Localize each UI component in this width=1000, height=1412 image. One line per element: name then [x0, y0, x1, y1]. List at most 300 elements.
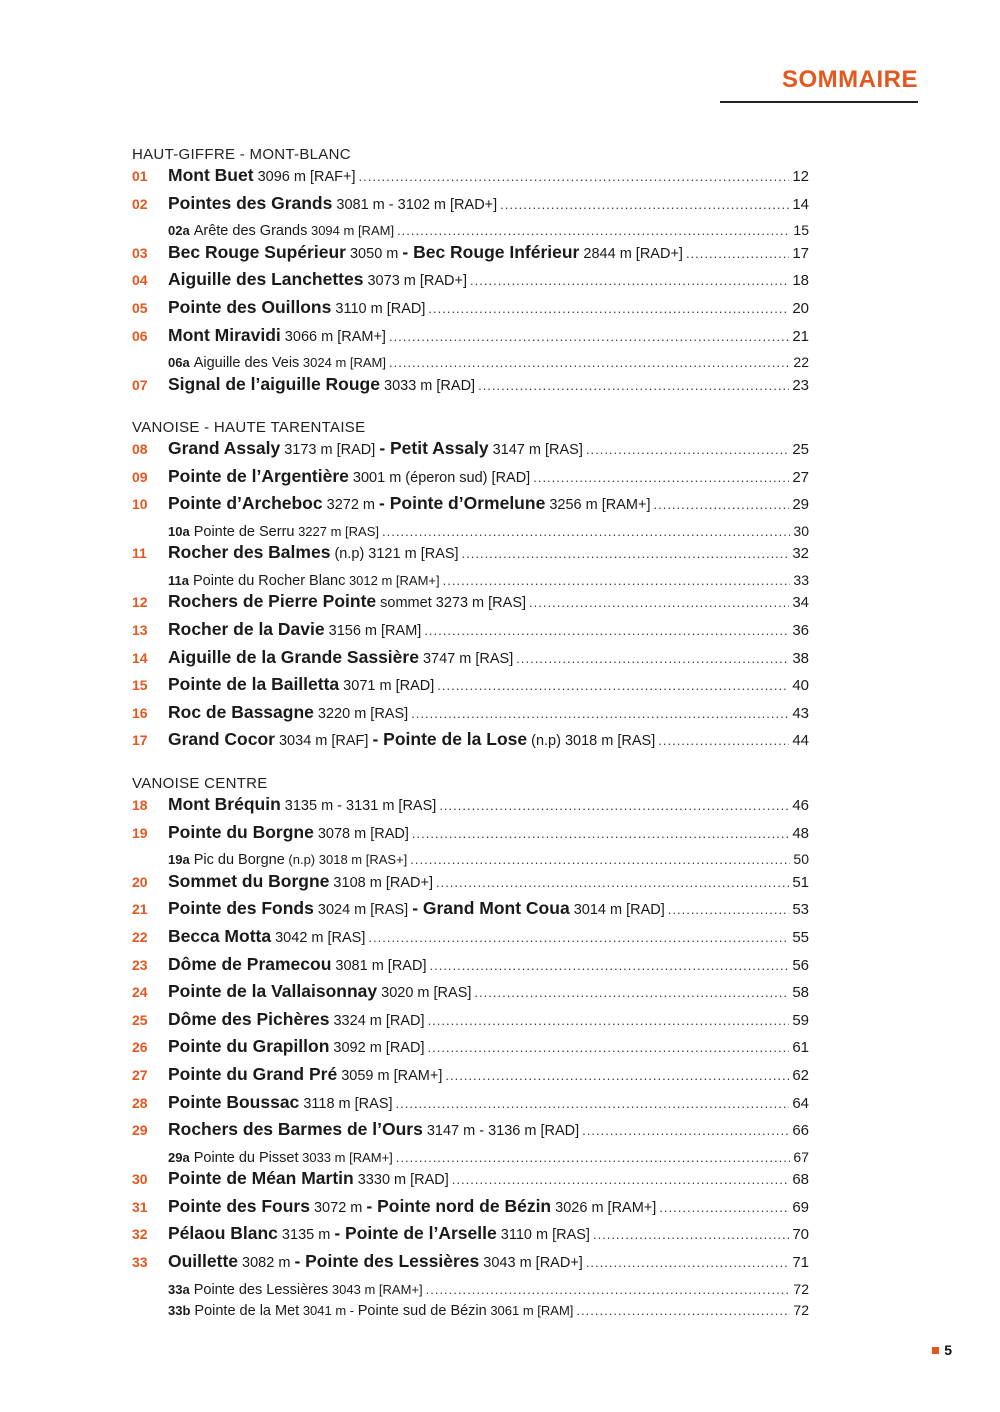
entry-title: [168, 1223, 590, 1244]
subentry-number: 02a: [168, 223, 190, 239]
toc-entry[interactable]: [132, 619, 809, 643]
entry-name: Pointe des Fonds: [168, 898, 314, 919]
entry-number: 05: [132, 299, 148, 316]
entry-detail: 3041 m -: [299, 1303, 358, 1319]
entry-detail: (n.p) 3018 m [RAS+]: [284, 852, 408, 868]
entry-detail: 3227 m [RAS]: [294, 523, 380, 539]
toc-entry[interactable]: [132, 926, 809, 950]
entry-name: Arête des Grands: [193, 223, 308, 240]
entry-detail: 3012 m [RAM+]: [345, 572, 440, 588]
leader-dots: [389, 329, 789, 344]
entry-title: [168, 822, 409, 843]
entry-title: [168, 165, 356, 186]
entry-title: [168, 674, 434, 695]
entry-number: 04: [132, 272, 148, 289]
entry-detail: 3082 m: [238, 1255, 295, 1271]
entry-page-number: 69: [792, 1198, 809, 1216]
entry-name: Sommet du Borgne: [168, 870, 330, 891]
leader-dots: [516, 651, 789, 666]
entry-name: Grand Cocor: [168, 729, 275, 750]
toc-subentry[interactable]: [132, 354, 809, 374]
toc-entry[interactable]: [132, 822, 809, 846]
entry-name: - Grand Mont Coua: [412, 898, 570, 919]
entry-detail: 3330 m [RAD]: [353, 1172, 449, 1189]
page-number-text: 5: [944, 1342, 952, 1358]
entry-name: Grand Assaly: [168, 438, 281, 458]
entry-page-number: 12: [792, 168, 809, 185]
leader-dots: [586, 442, 789, 457]
entry-detail: 3324 m [RAD]: [329, 1012, 425, 1029]
entry-title: [193, 573, 440, 589]
entry-title: [168, 493, 650, 514]
entry-title: [168, 466, 530, 487]
entry-name: Pointes des Grands: [168, 192, 333, 213]
leader-dots: [396, 1150, 791, 1165]
entry-title: [194, 223, 394, 239]
entry-detail: 3220 m [RAS]: [313, 705, 409, 722]
entry-page-number: 62: [792, 1066, 809, 1084]
entry-name: Mont Buet: [168, 165, 254, 185]
entry-number: 24: [132, 984, 148, 1001]
entry-name: Pointe des Fours: [168, 1195, 310, 1216]
entry-detail: 3118 m [RAS]: [299, 1095, 393, 1112]
entry-number: 23: [132, 956, 148, 973]
entry-number: 32: [132, 1226, 148, 1243]
entry-name: - Pointe de la Lose: [372, 729, 528, 750]
entry-page-number: 59: [792, 1011, 809, 1029]
leader-dots: [359, 169, 790, 184]
entry-name: - Pointe des Lessières: [294, 1251, 480, 1271]
entry-title: [168, 954, 426, 975]
entry-page-number: 36: [792, 622, 809, 639]
toc-entry[interactable]: [132, 374, 809, 398]
toc-entry[interactable]: [132, 1223, 809, 1247]
entry-name: Pointe de l’Argentière: [168, 465, 349, 486]
entry-detail: 3173 m [RAD]: [280, 442, 380, 458]
toc-entry[interactable]: [132, 591, 809, 615]
entry-detail: (n.p) 3018 m [RAS]: [527, 733, 656, 750]
entry-number: 07: [132, 376, 148, 393]
subentry-number: 11a: [168, 572, 189, 588]
section-heading: VANOISE CENTRE: [132, 775, 268, 792]
leader-dots: [437, 678, 789, 693]
leader-dots: [427, 1040, 789, 1055]
subentry-number: 29a: [168, 1149, 190, 1165]
toc-entry[interactable]: [132, 981, 809, 1005]
toc-subentry[interactable]: [132, 1149, 809, 1169]
entry-title: [194, 524, 379, 540]
entry-page-number: 43: [792, 704, 809, 722]
entry-name: Roc de Bassagne: [168, 701, 314, 722]
entry-detail: 3059 m [RAM+]: [337, 1067, 443, 1084]
entry-title: [168, 591, 526, 612]
entry-detail: 3110 m [RAS]: [496, 1227, 590, 1244]
entry-number: 16: [132, 704, 148, 721]
entry-number: 22: [132, 928, 148, 945]
toc-entry[interactable]: [132, 674, 809, 698]
leader-dots: [478, 378, 789, 393]
entry-page-number: 55: [792, 928, 809, 946]
entry-page-number: 61: [792, 1039, 809, 1057]
entry-page-number: 68: [792, 1171, 809, 1189]
entry-detail: 3050 m: [345, 245, 403, 262]
toc-entry[interactable]: [132, 325, 809, 349]
entry-number: 11: [132, 545, 147, 562]
entry-page-number: 32: [792, 545, 809, 563]
entry-detail: 3024 m [RAS]: [313, 902, 413, 919]
entry-page-number: 20: [792, 299, 809, 317]
entry-title: [168, 1092, 393, 1113]
entry-detail: 3072 m: [309, 1199, 367, 1216]
entry-title: [168, 297, 425, 318]
section-heading: HAUT-GIFFRE - MONT-BLANC: [132, 146, 351, 163]
entry-name: Rochers de Pierre Pointe: [168, 591, 377, 612]
toc-entry[interactable]: [132, 1168, 809, 1192]
entry-page-number: 27: [792, 468, 809, 486]
entry-page-number: 67: [793, 1148, 809, 1165]
entry-detail: 3272 m: [322, 497, 380, 514]
entry-name: Pointe du Rocher Blanc: [192, 572, 346, 589]
entry-detail: 3020 m [RAS]: [377, 985, 472, 1002]
entry-number: 10: [132, 496, 148, 513]
entry-name: Mont Bréquin: [168, 794, 281, 814]
leader-dots: [410, 852, 790, 867]
entry-detail: 3081 m [RAD]: [331, 957, 427, 974]
entry-detail: 3081 m - 3102 m [RAD+]: [332, 196, 498, 213]
entry-page-number: 15: [793, 222, 809, 239]
leader-dots: [382, 524, 790, 539]
toc-entry[interactable]: [132, 794, 809, 818]
leader-dots: [576, 1303, 790, 1318]
entry-name: Becca Motta: [168, 925, 272, 946]
entry-detail: 3024 m [RAM]: [299, 355, 386, 371]
entry-page-number: 48: [792, 824, 809, 842]
entry-detail: 3033 m [RAD]: [379, 377, 476, 394]
toc-entry[interactable]: [132, 1251, 809, 1275]
entry-detail: 3147 m - 3136 m [RAD]: [422, 1123, 580, 1140]
entry-page-number: 44: [792, 732, 809, 750]
toc-entry[interactable]: [132, 647, 809, 671]
subentry-number: 33b: [168, 1303, 191, 1319]
entry-page-number: 66: [792, 1122, 809, 1140]
entry-title: [168, 1196, 656, 1217]
entry-name: - Bec Rouge Inférieur: [402, 241, 580, 262]
entry-detail: 3043 m [RAM+]: [328, 1281, 423, 1297]
entry-detail: 3066 m [RAM+]: [280, 328, 386, 345]
entry-name: Bec Rouge Supérieur: [168, 241, 346, 262]
entry-title: [194, 1150, 393, 1166]
toc-entry[interactable]: [132, 1196, 809, 1220]
entry-page-number: 21: [792, 327, 809, 345]
entry-title: [194, 355, 386, 371]
entry-number: 02: [132, 195, 148, 212]
entry-name: Aiguille des Lanchettes: [168, 269, 364, 290]
entry-name: - Pointe nord de Bézin: [366, 1195, 552, 1216]
entry-detail: 3747 m [RAS]: [418, 650, 514, 667]
toc-subentry[interactable]: [132, 1281, 809, 1301]
entry-name: Aiguille de la Grande Sassière: [168, 646, 419, 667]
page-marker-square: [932, 1347, 939, 1354]
entry-number: 12: [132, 594, 148, 611]
entry-title: [168, 325, 386, 346]
page-title: SOMMAIRE: [782, 66, 918, 93]
entry-title: [168, 542, 459, 563]
entry-page-number: 25: [792, 441, 809, 458]
entry-name: Pointe du Grand Pré: [168, 1063, 338, 1084]
leader-dots: [445, 1068, 789, 1083]
entry-title: [168, 926, 365, 947]
entry-number: 03: [132, 244, 148, 261]
entry-title: [168, 1251, 583, 1272]
subentry-number: 06a: [168, 355, 190, 371]
entry-name: Pointe de Méan Martin: [168, 1168, 354, 1189]
leader-dots: [389, 355, 790, 370]
entry-name: Pointe des Lessières: [193, 1281, 329, 1298]
entry-title: [168, 702, 408, 723]
section-heading: VANOISE - HAUTE TARENTAISE: [132, 419, 366, 436]
entry-name: - Pointe d’Ormelune: [379, 493, 546, 514]
entry-title: [168, 871, 433, 892]
entry-number: 26: [132, 1039, 148, 1056]
entry-name: - Pointe de l’Arselle: [334, 1223, 497, 1244]
page-number: [932, 1342, 952, 1358]
entry-title: [168, 647, 513, 668]
entry-name: Aiguille des Veis: [193, 355, 300, 372]
entry-page-number: 29: [792, 496, 809, 514]
entry-title: [168, 1009, 425, 1030]
toc-entry[interactable]: [132, 242, 809, 266]
entry-name: Pointe du Pisset: [193, 1149, 299, 1166]
leader-dots: [470, 273, 789, 288]
leader-dots: [452, 1172, 790, 1187]
leader-dots: [424, 623, 789, 638]
entry-page-number: 30: [793, 522, 809, 539]
leader-dots: [474, 985, 789, 1000]
entry-number: 15: [132, 677, 148, 694]
entry-title: [168, 898, 665, 919]
entry-page-number: 72: [793, 1302, 809, 1319]
leader-dots: [462, 546, 790, 561]
leader-dots: [428, 301, 789, 316]
leader-dots: [533, 470, 789, 485]
leader-dots: [686, 246, 789, 261]
entry-title: [194, 852, 408, 868]
entry-title: [168, 981, 471, 1002]
entry-detail: 3014 m [RAD]: [569, 902, 665, 919]
leader-dots: [396, 1096, 790, 1111]
leader-dots: [429, 958, 789, 973]
toc-entry[interactable]: [132, 871, 809, 895]
entry-detail: 3108 m [RAD+]: [329, 874, 433, 891]
toc-entry[interactable]: [132, 466, 809, 490]
entry-name: Pointe sud de Bézin: [357, 1303, 487, 1320]
entry-detail: 3073 m [RAD+]: [363, 273, 468, 290]
leader-dots: [428, 1013, 790, 1028]
entry-number: 17: [132, 732, 148, 749]
leader-dots: [529, 595, 789, 610]
entry-page-number: 51: [792, 873, 809, 891]
entry-page-number: 34: [792, 594, 809, 612]
entry-name: - Petit Assaly: [379, 438, 489, 458]
entry-page-number: 38: [792, 649, 809, 667]
entry-detail: 3034 m [RAF]: [274, 733, 373, 750]
subentry-number: 10a: [168, 523, 190, 539]
entry-name: Pointe du Grapillon: [168, 1036, 330, 1057]
leader-dots: [368, 930, 789, 945]
entry-page-number: 53: [792, 901, 809, 919]
entry-name: Rocher des Balmes: [168, 542, 331, 563]
entry-page-number: 18: [792, 272, 809, 290]
toc-entry[interactable]: [132, 165, 809, 189]
entry-page-number: 71: [792, 1254, 809, 1271]
toc-entry[interactable]: [132, 1009, 809, 1033]
entry-number: 09: [132, 468, 148, 485]
entry-title: [168, 374, 475, 395]
entry-name: Ouillette: [168, 1251, 239, 1271]
entry-detail: 2844 m [RAD+]: [579, 245, 683, 262]
toc-entry[interactable]: [132, 1036, 809, 1060]
entry-page-number: 33: [793, 571, 809, 588]
entry-detail: 3071 m [RAD]: [339, 678, 435, 695]
entry-number: 01: [132, 168, 148, 184]
entry-number: 31: [132, 1198, 148, 1215]
subentry-number: 19a: [168, 852, 190, 868]
entry-name: Rochers des Barmes de l’Ours: [168, 1119, 423, 1140]
entry-title: [194, 1282, 423, 1298]
leader-dots: [439, 798, 789, 813]
entry-detail: 3078 m [RAD]: [313, 825, 409, 842]
entry-page-number: 46: [792, 797, 809, 814]
entry-title: [194, 1303, 573, 1319]
entry-detail: 3061 m [RAM]: [486, 1303, 574, 1319]
entry-name: Pélaou Blanc: [168, 1223, 278, 1244]
leader-dots: [443, 573, 791, 588]
entry-detail: 3092 m [RAD]: [329, 1040, 425, 1057]
toc-entry[interactable]: [132, 729, 809, 753]
entry-page-number: 23: [792, 376, 809, 394]
toc-entry[interactable]: [132, 1064, 809, 1088]
entry-title: [168, 269, 467, 290]
entry-detail: 3110 m [RAD]: [331, 300, 426, 317]
entry-page-number: 58: [792, 984, 809, 1002]
entry-detail: 3043 m [RAD+]: [479, 1255, 583, 1271]
leader-dots: [668, 902, 790, 917]
entry-number: 28: [132, 1094, 148, 1111]
entry-detail: 3001 m (éperon sud) [RAD]: [348, 469, 531, 486]
entry-page-number: 50: [793, 851, 809, 868]
entry-name: Signal de l’aiguille Rouge: [168, 373, 380, 394]
toc-entry[interactable]: [132, 438, 809, 462]
entry-detail: 3135 m - 3131 m [RAS]: [280, 798, 437, 814]
entry-title: [168, 193, 497, 214]
leader-dots: [593, 1227, 789, 1242]
entry-name: Pic du Borgne: [193, 852, 285, 869]
entry-name: Mont Miravidi: [168, 324, 281, 345]
entry-name: Pointe de la Met: [194, 1303, 300, 1320]
entry-number: 21: [132, 901, 148, 918]
leader-dots: [397, 223, 790, 238]
subentry-number: 33a: [168, 1281, 190, 1297]
toc-subentry[interactable]: [132, 523, 809, 543]
leader-dots: [586, 1255, 790, 1270]
entry-detail: 3256 m [RAM+]: [545, 497, 651, 514]
entry-page-number: 14: [792, 195, 809, 213]
entry-title: [168, 1036, 424, 1057]
entry-detail: 3042 m [RAS]: [271, 929, 366, 946]
entry-number: 29: [132, 1122, 148, 1139]
entry-name: Pointe Boussac: [168, 1091, 300, 1112]
toc-subentry[interactable]: [132, 222, 809, 242]
entry-detail: 3156 m [RAM]: [324, 623, 422, 639]
entry-title: [168, 794, 436, 815]
leader-dots: [659, 1200, 789, 1215]
entry-number: 33: [132, 1254, 148, 1270]
entry-detail: 3094 m [RAM]: [307, 223, 395, 239]
title-underline: [720, 101, 918, 103]
entry-detail: 3135 m: [277, 1227, 335, 1244]
toc-entry[interactable]: [132, 269, 809, 293]
entry-page-number: 72: [793, 1280, 809, 1297]
toc-entry[interactable]: [132, 1092, 809, 1116]
entry-name: Pointe d’Archeboc: [168, 493, 323, 514]
entry-number: 13: [132, 622, 148, 638]
entry-title: [168, 729, 655, 750]
entry-title: [168, 438, 583, 459]
entry-title: [168, 1119, 579, 1140]
leader-dots: [653, 497, 789, 512]
entry-name: Pointe des Ouillons: [168, 296, 332, 317]
entry-number: 06: [132, 327, 148, 344]
entry-name: Dôme des Pichères: [168, 1008, 330, 1029]
entry-name: Pointe de Serru: [193, 523, 295, 540]
toc-entry[interactable]: [132, 702, 809, 726]
entry-number: 25: [132, 1011, 148, 1028]
toc-subentry[interactable]: [132, 851, 809, 871]
entry-name: Pointe de la Bailletta: [168, 674, 340, 695]
toc-entry[interactable]: [132, 898, 809, 922]
leader-dots: [412, 826, 789, 841]
toc-entry[interactable]: [132, 493, 809, 517]
entry-number: 30: [132, 1171, 148, 1188]
entry-number: 27: [132, 1066, 148, 1083]
entry-title: [168, 619, 421, 640]
entry-detail: (n.p) 3121 m [RAS]: [330, 546, 459, 563]
entry-name: Rocher de la Davie: [168, 619, 325, 639]
entry-page-number: 56: [792, 956, 809, 974]
toc-entry[interactable]: [132, 297, 809, 321]
entry-detail: 3096 m [RAF+]: [253, 169, 356, 185]
entry-title: [168, 1064, 442, 1085]
entry-detail: 3026 m [RAM+]: [551, 1199, 657, 1216]
toc-entry[interactable]: [132, 1119, 809, 1143]
entry-title: [168, 242, 683, 263]
toc-entry[interactable]: [132, 193, 809, 217]
entry-number: 19: [132, 824, 148, 841]
entry-name: Pointe du Borgne: [168, 821, 314, 842]
leader-dots: [436, 875, 789, 890]
entry-number: 14: [132, 649, 148, 666]
entry-page-number: 22: [793, 354, 809, 371]
toc-entry[interactable]: [132, 954, 809, 978]
entry-page-number: 40: [792, 677, 809, 695]
entry-number: 20: [132, 873, 148, 890]
entry-number: 18: [132, 797, 148, 813]
toc-entry[interactable]: [132, 542, 809, 566]
entry-detail: sommet 3273 m [RAS]: [376, 595, 527, 612]
toc-subentry[interactable]: [132, 572, 809, 592]
entry-page-number: 70: [792, 1226, 809, 1244]
toc-subentry[interactable]: [132, 1302, 809, 1322]
